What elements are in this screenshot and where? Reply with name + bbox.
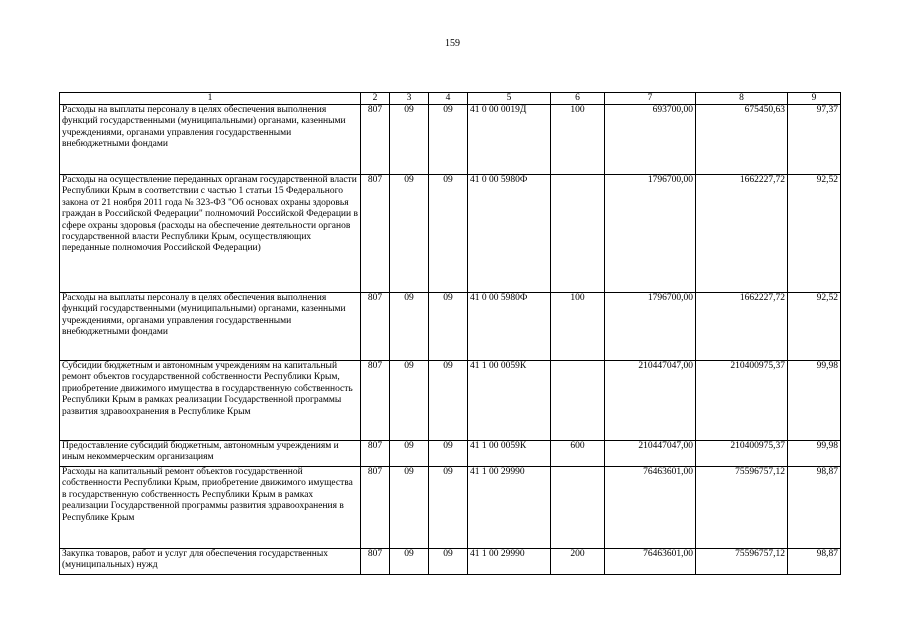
target-article-code: 41 1 00 29990 <box>468 549 551 575</box>
executed-amount: 210400975,37 <box>696 361 788 441</box>
executed-amount: 75596757,12 <box>696 467 788 549</box>
planned-amount: 693700,00 <box>605 105 696 175</box>
executed-amount: 210400975,37 <box>696 441 788 467</box>
page-number: 159 <box>445 38 460 49</box>
table-row <box>60 361 841 441</box>
planned-amount: 76463601,00 <box>605 549 696 575</box>
expense-name: Расходы на капитальный ремонт объектов государственной собственности Республики Крым, приобретение движимого имущества в государственную собственность Республики Крым в рамках реализации Государственной программы развития здравоохранения в Республике Крым <box>60 467 361 549</box>
subsection-code: 09 <box>429 441 468 467</box>
planned-amount: 210447047,00 <box>605 361 696 441</box>
expense-name: Расходы на выплаты персоналу в целях обеспечения выполнения функций государственными (муниципальными) органами, казенными учреждениями, органами управления государственными внебюджетными фондами <box>60 105 361 175</box>
table-row <box>60 293 841 361</box>
target-article-code: 41 0 00 5980Ф <box>468 175 551 293</box>
expense-name: Расходы на осуществление переданных органам государственной власти Республики Крым в соответствии с частью 1 статьи 15 Федерального закона от 21 ноября 2011 года № 323-ФЗ "Об основах охраны здоровья граждан в Российской Федерации" полномочий Российской Федерации в сфере охраны здоровья (расходы на обеспечение деятельности органов государственной власти Республики Крым, осуществляющих переданные полномочия Российской Федерации) <box>60 175 361 293</box>
subsection-code: 09 <box>429 105 468 175</box>
section-code: 09 <box>390 105 429 175</box>
table-row <box>60 105 841 175</box>
expense-type-code: 600 <box>551 441 605 467</box>
expense-type-code <box>551 175 605 293</box>
header-cell: 4 <box>429 93 468 105</box>
header-cell: 5 <box>468 93 551 105</box>
header-cell: 3 <box>390 93 429 105</box>
planned-amount: 1796700,00 <box>605 293 696 361</box>
execution-percent: 92,52 <box>788 175 841 293</box>
execution-percent: 97,37 <box>788 105 841 175</box>
expense-type-code: 100 <box>551 105 605 175</box>
section-code: 09 <box>390 467 429 549</box>
expense-name: Расходы на выплаты персоналу в целях обеспечения выполнения функций государственными (муниципальными) органами, казенными учреждениями, органами управления государственными внебюджетными фондами <box>60 293 361 361</box>
expense-name: Субсидии бюджетным и автономным учреждениям на капитальный ремонт объектов государственной собственности Республики Крым, приобретение движимого имущества в государственную собственность Республики Крым в рамках реализации Государственной программы развития здравоохранения в Республике Крым <box>60 361 361 441</box>
target-article-code: 41 1 00 0059К <box>468 361 551 441</box>
target-article-code: 41 0 00 0019Д <box>468 105 551 175</box>
table-row <box>60 441 841 467</box>
executed-amount: 1662227,72 <box>696 175 788 293</box>
table-row <box>60 467 841 549</box>
expense-type-code: 100 <box>551 293 605 361</box>
ministry-code: 807 <box>361 441 390 467</box>
header-cell: 6 <box>551 93 605 105</box>
executed-amount: 75596757,12 <box>696 549 788 575</box>
ministry-code: 807 <box>361 175 390 293</box>
header-cell: 2 <box>361 93 390 105</box>
header-cell: 8 <box>696 93 788 105</box>
section-code: 09 <box>390 549 429 575</box>
header-row <box>60 93 841 105</box>
expense-type-code: 200 <box>551 549 605 575</box>
ministry-code: 807 <box>361 361 390 441</box>
target-article-code: 41 1 00 29990 <box>468 467 551 549</box>
expense-type-code <box>551 467 605 549</box>
section-code: 09 <box>390 293 429 361</box>
subsection-code: 09 <box>429 467 468 549</box>
executed-amount: 675450,63 <box>696 105 788 175</box>
expense-type-code <box>551 361 605 441</box>
execution-percent: 98,87 <box>788 549 841 575</box>
ministry-code: 807 <box>361 549 390 575</box>
execution-percent: 92,52 <box>788 293 841 361</box>
execution-percent: 98,87 <box>788 467 841 549</box>
subsection-code: 09 <box>429 175 468 293</box>
subsection-code: 09 <box>429 293 468 361</box>
header-cell: 1 <box>60 93 361 105</box>
ministry-code: 807 <box>361 105 390 175</box>
expense-name: Предоставление субсидий бюджетным, автономным учреждениям и иным некоммерческим организациям <box>60 441 361 467</box>
execution-percent: 99,98 <box>788 441 841 467</box>
planned-amount: 210447047,00 <box>605 441 696 467</box>
executed-amount: 1662227,72 <box>696 293 788 361</box>
execution-percent: 99,98 <box>788 361 841 441</box>
planned-amount: 1796700,00 <box>605 175 696 293</box>
section-code: 09 <box>390 175 429 293</box>
planned-amount: 76463601,00 <box>605 467 696 549</box>
ministry-code: 807 <box>361 467 390 549</box>
table-row <box>60 175 841 293</box>
budget-table <box>59 92 841 575</box>
header-cell: 9 <box>788 93 841 105</box>
table-row <box>60 549 841 575</box>
subsection-code: 09 <box>429 549 468 575</box>
header-cell: 7 <box>605 93 696 105</box>
section-code: 09 <box>390 441 429 467</box>
ministry-code: 807 <box>361 293 390 361</box>
expense-name: Закупка товаров, работ и услуг для обеспечения государственных (муниципальных) нужд <box>60 549 361 575</box>
section-code: 09 <box>390 361 429 441</box>
target-article-code: 41 0 00 5980Ф <box>468 293 551 361</box>
subsection-code: 09 <box>429 361 468 441</box>
target-article-code: 41 1 00 0059К <box>468 441 551 467</box>
